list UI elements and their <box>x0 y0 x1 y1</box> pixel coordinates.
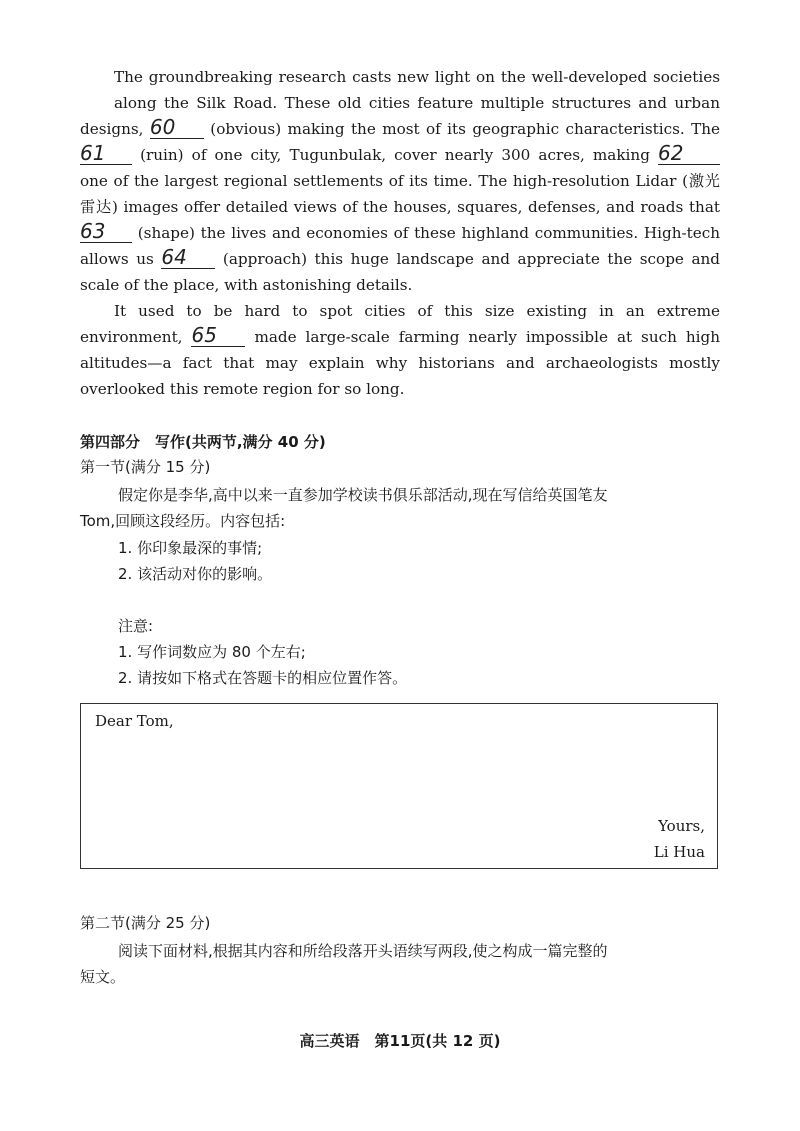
section-one-prompt-line-1: 假定你是李华,高中以来一直参加学校读书俱乐部活动,现在写信给英国笔友 <box>118 486 608 504</box>
note-title: 注意: <box>118 617 154 635</box>
letter-signature: Li Hua <box>653 843 705 861</box>
answer-blank-64: 64 <box>161 246 215 269</box>
answer-blank-62: 62 <box>658 142 720 165</box>
note-item-1: 1. 写作词数应为 80 个左右; <box>118 643 306 661</box>
passage-line: overlooked this remote region for so long. <box>80 380 405 398</box>
passage-text: environment, <box>80 328 183 346</box>
section-one-title: 第一节(满分 15 分) <box>80 458 211 476</box>
passage-line: 雷达) images offer detailed views of the houses, squares, defenses, and roads that <box>80 198 720 216</box>
passage-text: (approach) this huge landscape and appreciate the scope and <box>222 250 720 268</box>
passage-text: (ruin) of one city, Tugunbulak, cover nearly 300 acres, making <box>140 146 650 164</box>
answer-blank-63: 63 <box>80 220 132 243</box>
passage-text: designs, <box>80 120 144 138</box>
passage-line: The groundbreaking research casts new light on the well-developed societies <box>114 68 720 86</box>
answer-blank-60: 60 <box>150 116 204 139</box>
passage-text: (shape) the lives and economies of these highland communities. High-tech <box>137 224 720 242</box>
passage-paragraph-2 <box>80 298 720 402</box>
part-four-title: 第四部分 写作(共两节,满分 40 分) <box>80 433 326 451</box>
passage-line: one of the largest regional settlements of its time. The high-resolution Lidar (激光 <box>80 172 720 190</box>
passage-text: made large-scale farming nearly impossible at such high <box>254 328 720 346</box>
content-item-2: 2. 该活动对你的影响。 <box>118 565 273 583</box>
passage-line: along the Silk Road. These old cities feature multiple structures and urban <box>114 94 720 112</box>
passage-line <box>80 116 720 142</box>
section-two-prompt-line-1: 阅读下面材料,根据其内容和所给段落开头语续写两段,使之构成一篇完整的 <box>118 942 608 960</box>
letter-format-box <box>80 703 718 869</box>
passage-line: altitudes—a fact that may explain why historians and archaeologists mostly <box>80 354 720 372</box>
passage-paragraph-1 <box>80 64 720 298</box>
passage-line <box>80 324 720 350</box>
passage-text: allows us <box>80 250 154 268</box>
letter-salutation: Dear Tom, <box>95 712 174 730</box>
letter-closing: Yours, <box>658 817 705 835</box>
page-footer: 高三英语 第11页(共 12 页) <box>299 1032 501 1050</box>
passage-text: (obvious) making the most of its geographic characteristics. The <box>210 120 720 138</box>
note-item-2: 2. 请按如下格式在答题卡的相应位置作答。 <box>118 669 408 687</box>
section-two-title: 第二节(满分 25 分) <box>80 914 211 932</box>
passage-line: scale of the place, with astonishing details. <box>80 276 413 294</box>
content-item-1: 1. 你印象最深的事情; <box>118 539 263 557</box>
answer-blank-61: 61 <box>80 142 132 165</box>
answer-blank-65: 65 <box>191 324 245 347</box>
passage-line <box>80 246 720 272</box>
reading-passage <box>80 64 720 402</box>
passage-line <box>80 220 720 246</box>
passage-line: It used to be hard to spot cities of this size existing in an extreme <box>114 302 720 320</box>
passage-line <box>80 142 720 168</box>
section-one-prompt-line-2: Tom,回顾这段经历。内容包括: <box>80 512 286 530</box>
section-two-prompt-line-2: 短文。 <box>80 968 126 986</box>
